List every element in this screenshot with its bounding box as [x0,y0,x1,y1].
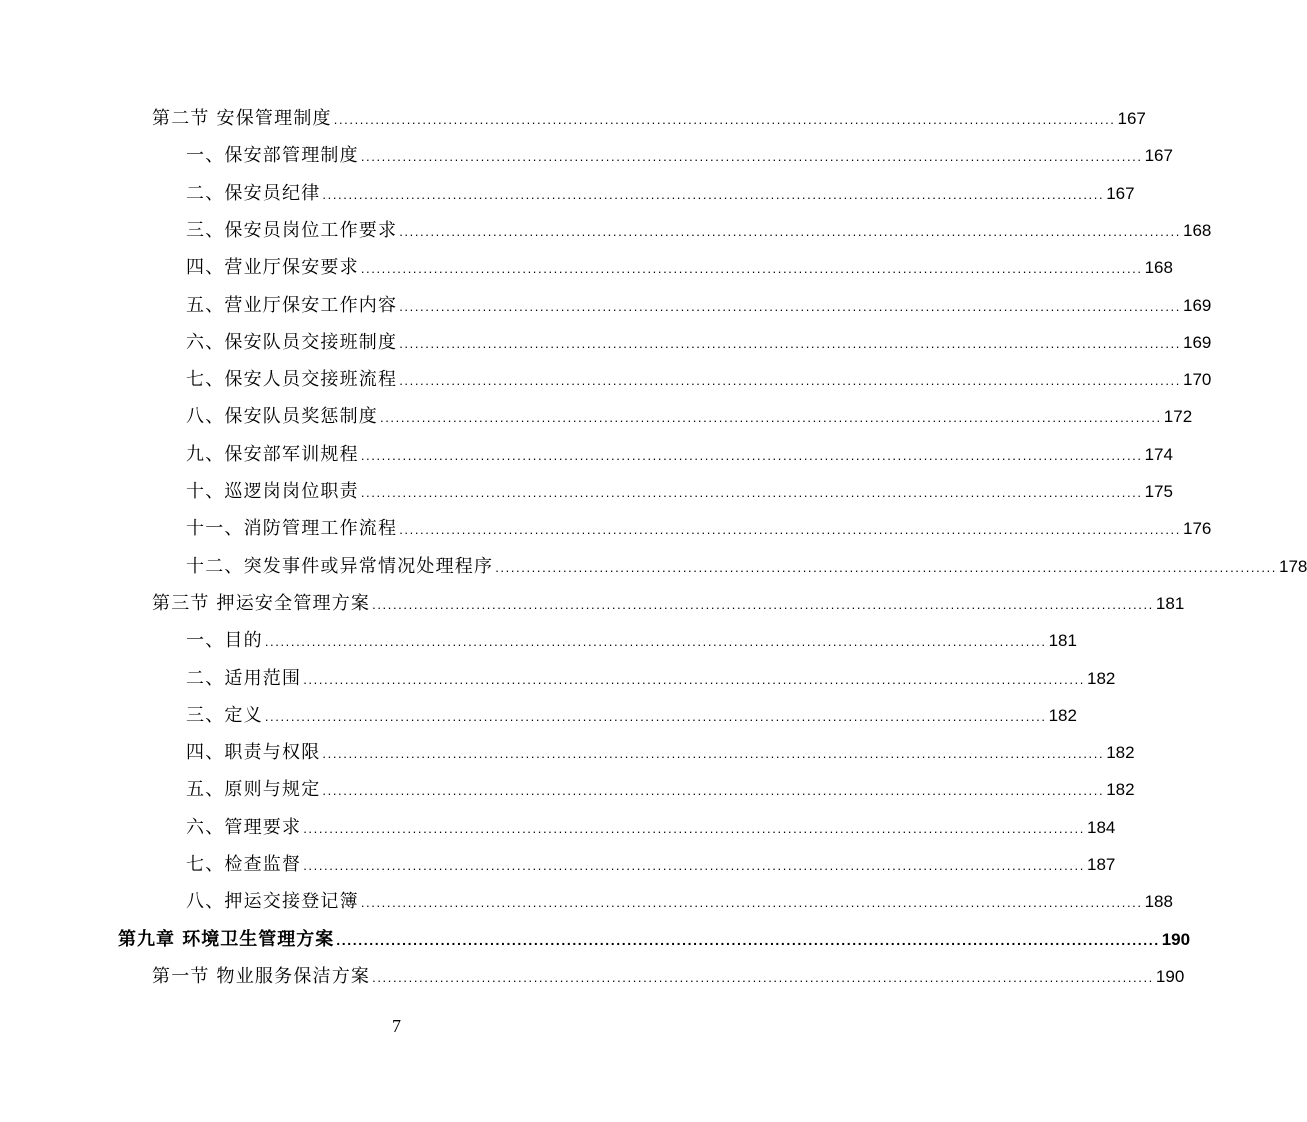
toc-entry-title: 一、目的 [186,630,263,652]
toc-entry-page: 170 [1182,370,1212,390]
toc-entry-title: 一、保安部管理制度 [186,145,359,167]
toc-entry-page: 178 [1278,556,1307,576]
dot-leader: ...................................................................................................................................................... [372,596,1154,612]
dot-leader: ...................................................................................................................................................... [399,335,1181,351]
dot-leader: ...................................................................................................................................................... [322,783,1105,799]
toc-entry[interactable] [186,887,1173,917]
toc-entry-title: 三、定义 [186,704,263,726]
dot-leader: ...................................................................................................................................................... [303,858,1085,873]
toc-entry[interactable] [186,626,1077,656]
dot-leader: ...................................................................................................................................................... [399,298,1181,314]
toc-entry-page: 184 [1086,817,1116,837]
dot-leader: ...................................................................................................................................................... [399,522,1181,538]
toc-entry[interactable] [186,664,1116,694]
toc-entry[interactable] [186,141,1173,171]
toc-entry-page: 182 [1048,705,1077,725]
dot-leader: ...................................................................................................................................................... [322,186,1105,202]
toc-entry-page: 167 [1106,183,1135,203]
toc-entry[interactable] [186,179,1135,209]
toc-entry-title: 九、保安部军训规程 [186,443,359,465]
toc-entry-title: 四、职责与权限 [186,742,321,764]
toc-entry-page: 182 [1086,668,1116,688]
toc-entry-title: 五、营业厅保安工作内容 [186,294,398,316]
toc-entry-page: 182 [1106,780,1135,800]
toc-entry-title: 二、适用范围 [186,667,302,689]
toc-entry[interactable] [186,477,1173,507]
toc-entry[interactable] [186,291,1212,321]
toc-entry-title: 五、原则与规定 [186,779,321,801]
toc-entry-title: 二、保安员纪律 [186,182,321,204]
page-number: 7 [392,1016,401,1036]
toc-entry-title: 第九章 环境卫生管理方案 [118,928,335,950]
toc-entry[interactable] [152,962,1185,992]
toc-entry-page: 181 [1155,593,1185,613]
toc-entry-title: 七、检查监督 [186,854,302,875]
toc-entry-title: 八、押运交接登记簿 [186,891,359,913]
toc-entry-page: 176 [1182,519,1212,539]
toc-entry-title: 四、营业厅保安要求 [186,257,359,279]
dot-leader: ...................................................................................................................................................... [495,559,1277,575]
dot-leader: ...................................................................................................................................................... [360,485,1143,500]
toc-entry-page: 174 [1144,444,1173,464]
toc-entry-page: 182 [1106,743,1135,763]
toc-entry[interactable] [186,775,1135,805]
toc-entry[interactable] [186,552,1307,582]
dot-leader: ...................................................................................................................................................... [264,634,1047,650]
dot-leader: ...................................................................................................................................................... [360,447,1143,463]
toc-entry-title: 第一节 物业服务保洁方案 [152,965,371,987]
toc-entry-title: 七、保安人员交接班流程 [186,369,398,391]
toc-entry-title: 三、保安员岗位工作要求 [186,219,398,241]
dot-leader: ...................................................................................................................................................... [360,149,1143,165]
dot-leader: ...................................................................................................................................................... [360,261,1143,277]
toc-entry[interactable] [186,850,1116,880]
toc-entry-page: 172 [1163,407,1193,427]
toc-entry-title: 十二、突发事件或异常情况处理程序 [186,555,494,577]
dot-leader: ...................................................................................................................................................... [360,895,1143,911]
toc-entry[interactable] [186,365,1212,395]
toc-entry-page: 175 [1144,482,1173,501]
toc-entry-page: 190 [1155,966,1185,986]
dot-leader: ...................................................................................................................................................... [303,671,1085,687]
toc-entry[interactable] [186,514,1212,544]
toc-entry[interactable] [152,104,1146,134]
toc-entry-title: 六、保安队员交接班制度 [186,331,398,353]
toc-entry[interactable] [186,253,1173,283]
toc-entry-page: 181 [1048,631,1077,651]
toc-entry[interactable] [186,813,1116,843]
toc-entry-title: 十一、消防管理工作流程 [186,518,398,540]
dot-leader: ...................................................................................................................................................... [322,746,1105,762]
toc-entry[interactable] [186,440,1173,470]
toc-entry-title: 十、巡逻岗岗位职责 [186,481,359,502]
toc-entry-page: 188 [1144,892,1173,912]
toc-entry-page: 187 [1086,855,1116,874]
toc-entry-page: 168 [1182,220,1212,240]
dot-leader: ...................................................................................................................................................... [380,410,1162,426]
toc-entry[interactable] [186,738,1135,768]
toc-entry-title: 六、管理要求 [186,816,302,838]
toc-entry-page: 190 [1161,929,1191,949]
toc-entry-page: 169 [1182,332,1212,352]
toc-entry-page: 167 [1144,146,1173,166]
toc-entry[interactable] [186,402,1193,432]
dot-leader: ...................................................................................................................................................... [399,373,1181,389]
toc-entry-title: 第二节 安保管理制度 [152,108,332,129]
dot-leader: ...................................................................................................................................................... [336,931,1160,948]
toc-entry[interactable] [186,328,1212,358]
toc-entry[interactable] [152,589,1185,619]
toc-entry-title: 八、保安队员奖惩制度 [186,406,378,428]
toc-entry[interactable] [186,216,1212,246]
toc-entry-page: 168 [1144,258,1173,278]
toc-entry-chapter[interactable] [118,925,1191,955]
dot-leader: ...................................................................................................................................................... [399,223,1181,239]
toc-entry-page: 169 [1182,295,1212,315]
dot-leader: ...................................................................................................................................................... [372,969,1154,985]
toc-entry[interactable] [186,701,1077,731]
dot-leader: ...................................................................................................................................................... [264,708,1047,724]
toc-entry-page: 167 [1117,109,1146,128]
dot-leader: ...................................................................................................................................................... [333,112,1116,127]
toc-entry-title: 第三节 押运安全管理方案 [152,592,371,614]
dot-leader: ...................................................................................................................................................... [303,820,1085,836]
